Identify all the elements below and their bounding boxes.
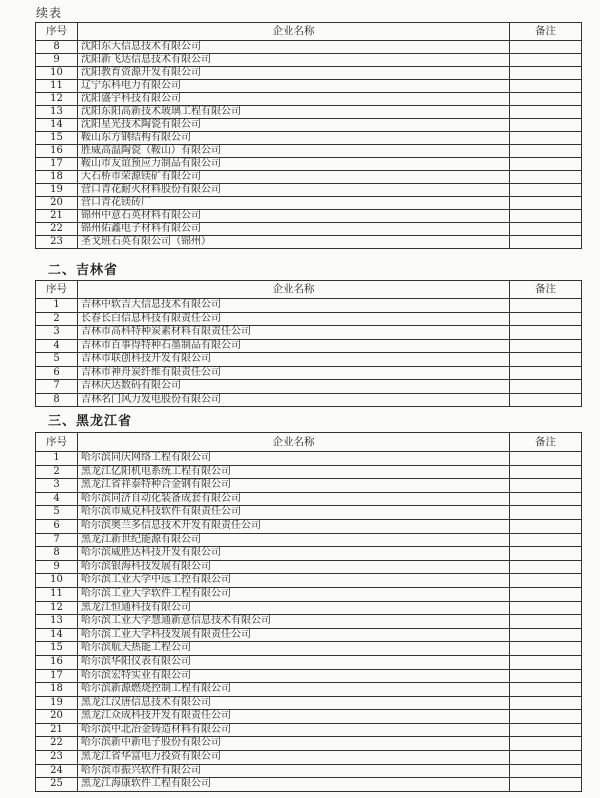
table-row	[36, 452, 582, 466]
row-remarks	[510, 710, 582, 724]
row-serial-number: 14	[36, 628, 78, 642]
table-row	[36, 393, 582, 407]
section-title-jilin: 二、吉林省	[48, 263, 119, 278]
row-remarks	[510, 366, 582, 380]
row-company-name: 辽宁东科电力有限公司	[78, 80, 510, 93]
table-row	[36, 106, 582, 119]
row-serial-number: 22	[36, 223, 78, 236]
row-company-name: 哈尔滨同庆网络工程有限公司	[78, 452, 510, 466]
row-serial-number: 6	[36, 366, 78, 380]
table-row	[36, 547, 582, 561]
row-serial-number: 14	[36, 119, 78, 132]
continuation-label: 续表	[36, 6, 63, 20]
table-row	[36, 339, 582, 353]
row-company-name: 沈阳教育资源开发有限公司	[78, 67, 510, 80]
table-row	[36, 119, 582, 132]
row-company-name: 黑龙江省华富电力投资有限公司	[78, 751, 510, 765]
row-remarks	[510, 737, 582, 751]
table-row	[36, 171, 582, 184]
row-remarks	[510, 80, 582, 93]
row-company-name: 锦州中意石英材料有限公司	[78, 210, 510, 223]
row-company-name: 吉林庆达数码有限公司	[78, 380, 510, 394]
row-company-name: 黑龙江恒通科技有限公司	[78, 601, 510, 615]
table-header-row	[36, 281, 582, 299]
row-serial-number: 6	[36, 519, 78, 533]
header-remarks: 备注	[510, 433, 582, 452]
row-company-name: 吉林市高科特种炭素材料有限责任公司	[78, 326, 510, 340]
row-remarks	[510, 93, 582, 106]
row-serial-number: 8	[36, 547, 78, 561]
row-serial-number: 2	[36, 312, 78, 326]
header-serial-number: 序号	[36, 23, 78, 41]
table-row	[36, 366, 582, 380]
row-company-name: 锦州佑鑫电子材料有限公司	[78, 223, 510, 236]
table-row	[36, 197, 582, 210]
row-serial-number: 11	[36, 80, 78, 93]
row-company-name: 吉林市联创科技开发有限公司	[78, 353, 510, 367]
table-row	[36, 519, 582, 533]
row-serial-number: 18	[36, 683, 78, 697]
row-company-name: 哈尔滨市振兴软件有限公司	[78, 764, 510, 778]
row-serial-number: 11	[36, 587, 78, 601]
table-row	[36, 492, 582, 506]
table-row	[36, 312, 582, 326]
table-row	[36, 778, 582, 792]
row-remarks	[510, 326, 582, 340]
row-serial-number: 3	[36, 326, 78, 340]
row-serial-number: 7	[36, 533, 78, 547]
row-serial-number: 19	[36, 184, 78, 197]
row-company-name: 黑龙江汉唐信息技术有限公司	[78, 696, 510, 710]
table-row	[36, 560, 582, 574]
header-company-name: 企业名称	[78, 281, 510, 299]
table-header-row	[36, 433, 582, 452]
row-serial-number: 16	[36, 145, 78, 158]
table-row	[36, 41, 582, 54]
row-remarks	[510, 197, 582, 210]
table-row	[36, 587, 582, 601]
row-remarks	[510, 655, 582, 669]
row-company-name: 吉林市神舟炭纤维有限责任公司	[78, 366, 510, 380]
row-serial-number: 18	[36, 171, 78, 184]
row-serial-number: 13	[36, 106, 78, 119]
row-remarks	[510, 106, 582, 119]
row-remarks	[510, 184, 582, 197]
row-remarks	[510, 669, 582, 683]
row-company-name: 沈阳星光技术陶瓷有限公司	[78, 119, 510, 132]
table-row	[36, 93, 582, 106]
row-company-name: 哈尔滨工业大学科技发展有限责任公司	[78, 628, 510, 642]
row-remarks	[510, 642, 582, 656]
row-serial-number: 2	[36, 465, 78, 479]
table-row	[36, 574, 582, 588]
row-remarks	[510, 723, 582, 737]
row-serial-number: 13	[36, 615, 78, 629]
header-remarks: 备注	[510, 23, 582, 41]
table-row	[36, 299, 582, 313]
table-row	[36, 601, 582, 615]
row-remarks	[510, 299, 582, 313]
row-remarks	[510, 492, 582, 506]
table-row	[36, 751, 582, 765]
header-company-name: 企业名称	[78, 23, 510, 41]
row-company-name: 哈尔滨工业大学软件工程有限公司	[78, 587, 510, 601]
table-row	[36, 506, 582, 520]
row-remarks	[510, 41, 582, 54]
company-table-jilin	[35, 280, 582, 407]
row-serial-number: 23	[36, 236, 78, 249]
row-remarks	[510, 339, 582, 353]
row-company-name: 哈尔滨工业大学中远工控有限公司	[78, 574, 510, 588]
row-serial-number: 17	[36, 158, 78, 171]
row-serial-number: 21	[36, 723, 78, 737]
row-remarks	[510, 751, 582, 765]
row-company-name: 圣戈班石英有限公司（锦州）	[78, 236, 510, 249]
row-remarks	[510, 380, 582, 394]
row-company-name: 鞍山市友谊预应力制品有限公司	[78, 158, 510, 171]
table-row	[36, 210, 582, 223]
row-remarks	[510, 479, 582, 493]
row-remarks	[510, 587, 582, 601]
row-remarks	[510, 764, 582, 778]
row-serial-number: 12	[36, 601, 78, 615]
row-company-name: 哈尔滨市威克科技软件有限责任公司	[78, 506, 510, 520]
table-row	[36, 683, 582, 697]
row-remarks	[510, 158, 582, 171]
table-row	[36, 145, 582, 158]
row-remarks	[510, 615, 582, 629]
row-remarks	[510, 223, 582, 236]
row-serial-number: 5	[36, 506, 78, 520]
row-remarks	[510, 119, 582, 132]
row-serial-number: 8	[36, 393, 78, 407]
table-row	[36, 642, 582, 656]
row-serial-number: 5	[36, 353, 78, 367]
table-row	[36, 132, 582, 145]
company-table-liaoning	[35, 22, 582, 249]
row-company-name: 大石桥市荣源镁矿有限公司	[78, 171, 510, 184]
row-remarks	[510, 312, 582, 326]
row-company-name: 哈尔滨宏特实业有限公司	[78, 669, 510, 683]
row-serial-number: 9	[36, 54, 78, 67]
row-remarks	[510, 683, 582, 697]
table-row	[36, 223, 582, 236]
row-company-name: 哈尔滨威胜达科技开发有限公司	[78, 547, 510, 561]
row-serial-number: 8	[36, 41, 78, 54]
row-company-name: 黑龙江亿阳机电系统工程有限公司	[78, 465, 510, 479]
row-serial-number: 4	[36, 492, 78, 506]
row-remarks	[510, 574, 582, 588]
section-title-heilongjiang: 三、黑龙江省	[48, 414, 133, 429]
row-serial-number: 1	[36, 299, 78, 313]
row-company-name: 沈阳盛宇科技有限公司	[78, 93, 510, 106]
row-remarks	[510, 601, 582, 615]
table-row	[36, 533, 582, 547]
row-company-name: 沈阳东阳高新技术玻璃工程有限公司	[78, 106, 510, 119]
row-company-name: 哈尔滨新源燃烧控制工程有限公司	[78, 683, 510, 697]
row-company-name: 哈尔滨同济自动化装备成套有限公司	[78, 492, 510, 506]
row-serial-number: 9	[36, 560, 78, 574]
header-company-name: 企业名称	[78, 433, 510, 452]
row-company-name: 营口青花耐火材料股份有限公司	[78, 184, 510, 197]
row-company-name: 沈阳东大信息技术有限公司	[78, 41, 510, 54]
row-company-name: 哈尔滨银海科技发展有限公司	[78, 560, 510, 574]
table-row	[36, 479, 582, 493]
row-company-name: 哈尔滨华阳仪表有限公司	[78, 655, 510, 669]
table-row	[36, 710, 582, 724]
row-serial-number: 22	[36, 737, 78, 751]
row-serial-number: 12	[36, 93, 78, 106]
row-company-name: 黑龙江新世纪能源有限公司	[78, 533, 510, 547]
row-serial-number: 15	[36, 642, 78, 656]
row-serial-number: 3	[36, 479, 78, 493]
table-row	[36, 655, 582, 669]
table-row	[36, 353, 582, 367]
row-remarks	[510, 519, 582, 533]
row-remarks	[510, 560, 582, 574]
row-serial-number: 25	[36, 778, 78, 792]
row-serial-number: 24	[36, 764, 78, 778]
header-remarks: 备注	[510, 281, 582, 299]
table-row	[36, 326, 582, 340]
row-remarks	[510, 393, 582, 407]
row-company-name: 长春长白信息科技有限责任公司	[78, 312, 510, 326]
table-row	[36, 380, 582, 394]
table-row	[36, 723, 582, 737]
table-row	[36, 184, 582, 197]
row-remarks	[510, 210, 582, 223]
row-remarks	[510, 171, 582, 184]
table-row	[36, 54, 582, 67]
table-row	[36, 669, 582, 683]
row-serial-number: 16	[36, 655, 78, 669]
table-row	[36, 764, 582, 778]
row-company-name: 哈尔滨奥兰多信息技术开发有限责任公司	[78, 519, 510, 533]
row-serial-number: 4	[36, 339, 78, 353]
table-row	[36, 67, 582, 80]
row-remarks	[510, 547, 582, 561]
row-remarks	[510, 132, 582, 145]
row-serial-number: 7	[36, 380, 78, 394]
row-remarks	[510, 465, 582, 479]
row-serial-number: 10	[36, 67, 78, 80]
row-company-name: 哈尔滨航天热能工程公司	[78, 642, 510, 656]
row-serial-number: 20	[36, 197, 78, 210]
row-company-name: 吉林中软吉大信息技术有限公司	[78, 299, 510, 313]
row-remarks	[510, 54, 582, 67]
row-company-name: 黑龙江省祥泰特种合金钢有限公司	[78, 479, 510, 493]
row-remarks	[510, 353, 582, 367]
company-table-heilongjiang	[35, 432, 582, 792]
row-company-name: 哈尔滨工业大学慧通新意信息技术有限公司	[78, 615, 510, 629]
table-row	[36, 615, 582, 629]
row-company-name: 鞍山东方钢结构有限公司	[78, 132, 510, 145]
row-remarks	[510, 628, 582, 642]
row-serial-number: 20	[36, 710, 78, 724]
row-serial-number: 21	[36, 210, 78, 223]
header-serial-number: 序号	[36, 433, 78, 452]
row-company-name: 哈尔滨新中新电子股份有限公司	[78, 737, 510, 751]
table-row	[36, 737, 582, 751]
row-company-name: 吉林名门风力发电股份有限公司	[78, 393, 510, 407]
row-company-name: 黑龙江海康软件工程有限公司	[78, 778, 510, 792]
table-row	[36, 236, 582, 249]
row-remarks	[510, 778, 582, 792]
row-remarks	[510, 533, 582, 547]
row-serial-number: 10	[36, 574, 78, 588]
row-remarks	[510, 67, 582, 80]
row-serial-number: 15	[36, 132, 78, 145]
row-remarks	[510, 452, 582, 466]
table-row	[36, 465, 582, 479]
row-remarks	[510, 506, 582, 520]
row-remarks	[510, 236, 582, 249]
row-serial-number: 19	[36, 696, 78, 710]
row-serial-number: 23	[36, 751, 78, 765]
row-serial-number: 1	[36, 452, 78, 466]
table-header-row	[36, 23, 582, 41]
row-company-name: 哈尔滨中北冶金铸造材料有限公司	[78, 723, 510, 737]
row-company-name: 沈阳新飞达信息技术有限公司	[78, 54, 510, 67]
row-company-name: 黑龙江众成科技开发有限责任公司	[78, 710, 510, 724]
header-serial-number: 序号	[36, 281, 78, 299]
table-row	[36, 80, 582, 93]
row-serial-number: 17	[36, 669, 78, 683]
row-remarks	[510, 696, 582, 710]
table-row	[36, 696, 582, 710]
row-remarks	[510, 145, 582, 158]
table-row	[36, 628, 582, 642]
table-row	[36, 158, 582, 171]
row-company-name: 吉林市百事得特种石墨制品有限公司	[78, 339, 510, 353]
row-company-name: 营口青花镁砖厂	[78, 197, 510, 210]
row-company-name: 胜威高温陶瓷（鞍山）有限公司	[78, 145, 510, 158]
